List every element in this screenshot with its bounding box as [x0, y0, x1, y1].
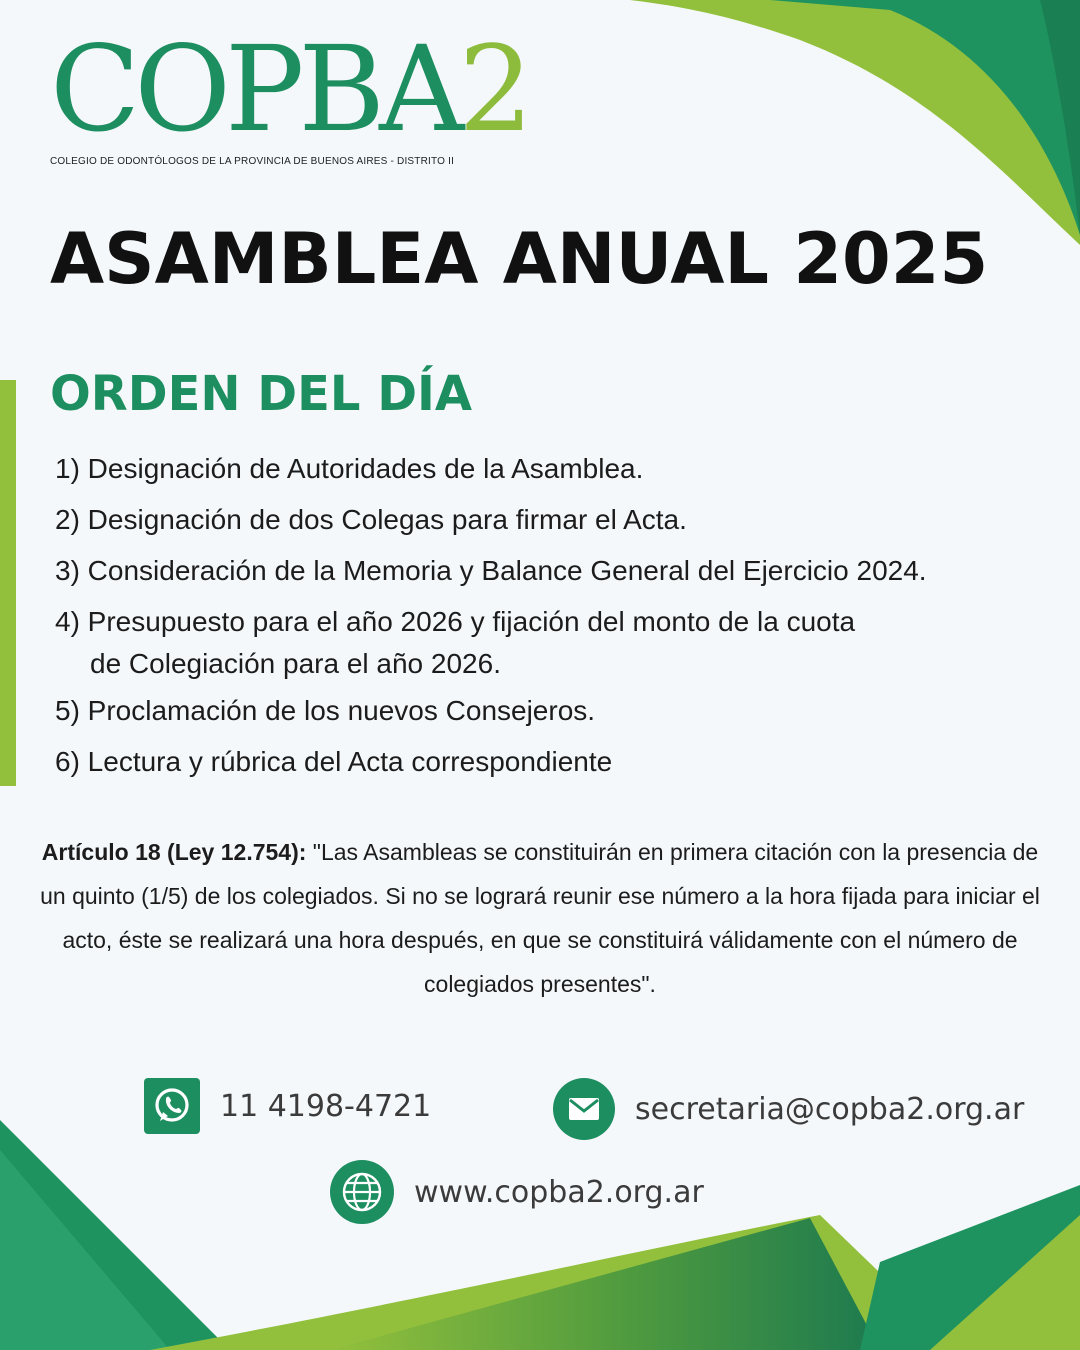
globe-icon [330, 1160, 394, 1224]
logo-word-main: COPBA [50, 20, 459, 158]
logo-subtitle: COLEGIO DE ODONTÓLOGOS DE LA PROVINCIA DE BUENOS AIRES - DISTRITO II [50, 156, 455, 167]
agenda-item: 6) Lectura y rúbrica del Acta correspondiente [55, 746, 613, 777]
agenda-item: 3) Consideración de la Memoria y Balance General del Ejercicio 2024. [55, 555, 927, 586]
agenda-item: 5) Proclamación de los nuevos Consejeros. [55, 695, 596, 726]
agenda-item [55, 601, 1055, 685]
logo-word-digit: 2 [458, 20, 534, 158]
accent-bar [0, 380, 16, 786]
agenda-item-line: 4) Presupuesto para el año 2026 y fijación del monto de la cuota [55, 606, 856, 637]
article-quote [36, 830, 1044, 1006]
contact-phone[interactable] [144, 1078, 431, 1134]
agenda-item-continuation: de Colegiación para el año 2026. [90, 648, 501, 679]
section-title: ORDEN DEL DÍA [50, 366, 473, 422]
contact-email[interactable] [553, 1078, 1024, 1140]
page-title: ASAMBLEA ANUAL 2025 [50, 218, 989, 300]
email-address: secretaria@copba2.org.ar [635, 1091, 1025, 1127]
website-url: www.copba2.org.ar [414, 1174, 704, 1210]
article-label: Artículo 18 (Ley 12.754): [41, 839, 307, 865]
agenda-item: 2) Designación de dos Colegas para firmar el Acta. [55, 504, 687, 535]
article-text: "Las Asambleas se constituirán en primera citación con la presencia de un quinto (1/5) de los colegiados. Si no se logrará reunir ese número a la hora fijada para iniciar el acto, éste se realizará una hora después, en que se constituirá válidamente con el número de colegiados presentes". [40, 839, 1040, 997]
copba2-logo [50, 20, 534, 167]
envelope-icon [553, 1078, 615, 1140]
logo-wordmark [50, 20, 534, 158]
whatsapp-icon [144, 1078, 200, 1134]
agenda-item: 1) Designación de Autoridades de la Asamblea. [55, 453, 644, 484]
agenda-list [55, 448, 1055, 792]
phone-number: 11 4198-4721 [220, 1088, 432, 1124]
contact-website[interactable] [330, 1160, 704, 1224]
